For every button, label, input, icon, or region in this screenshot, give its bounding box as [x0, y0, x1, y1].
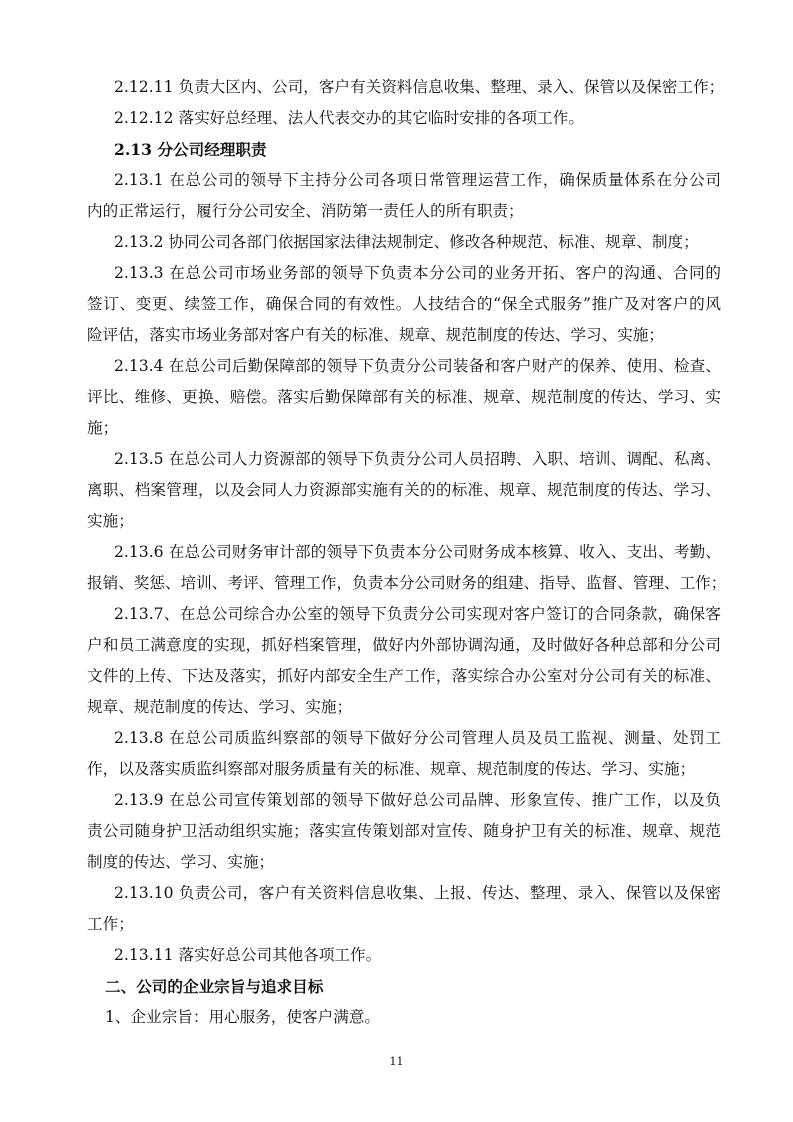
text-line: 户和员工满意度的实现，抓好档案管理，做好内外部协调沟通，及时做好各种总部和分公司 [87, 636, 721, 654]
paragraph [87, 940, 721, 971]
paragraph [87, 258, 721, 351]
text-line: 报销、奖惩、培训、考评、管理工作，负责本分公司财务的组建、指导、监督、管理、工作； [87, 574, 727, 592]
text-line: 作，以及落实质监纠察部对服务质量有关的标准、规章、规范制度的传达、学习、实施； [87, 760, 696, 778]
text-line: 2.13.7、在总公司综合办公室的领导下负责分公司实现对客户签订的合同条款，确保客 [114, 605, 721, 623]
text-line: 责公司随身护卫活动组织实施；落实宣传策划部对宣传、随身护卫有关的标准、规章、规范 [87, 822, 721, 840]
text-line: 离职、档案管理，以及会同人力资源部实施有关的的标准、规章、规范制度的传达、学习、 [87, 481, 721, 499]
text-line: 签订、变更、续签工作，确保合同的有效性。人技结合的“保全式服务”推广及对客户的风 [87, 295, 721, 313]
text-line: 规章、规范制度的传达、学习、实施； [87, 698, 353, 716]
text-line: 2.12.12 落实好总经理、法人代表交办的其它临时安排的各项工作。 [114, 109, 584, 127]
paragraph [87, 785, 721, 878]
text-line: 2.12.11 负责大区内、公司，客户有关资料信息收集、整理、录入、保管以及保密工作； [114, 78, 725, 96]
text-line: 2.13.2 协同公司各部门依据国家法律法规制定、修改各种规范、标准、规章、制度； [114, 233, 699, 251]
text-line: 险评估，落实市场业务部对客户有关的标准、规章、规范制度的传达、学习、实施； [87, 326, 664, 344]
paragraph [87, 103, 721, 134]
text-line: 二、公司的企业宗旨与追求目标 [105, 977, 324, 996]
paragraph [87, 1002, 721, 1033]
text-line: 工作； [87, 915, 134, 933]
paragraph [87, 444, 721, 537]
paragraph [87, 72, 725, 103]
page-number: 11 [389, 1055, 404, 1068]
text-line: 2.13.4 在总公司后勤保障部的领导下负责分公司装备和客户财产的保养、使用、检查、 [114, 357, 721, 375]
text-line: 2.13.5 在总公司人力资源部的领导下负责分公司人员招聘、入职、培训、调配、私离、 [114, 450, 721, 468]
paragraph [87, 537, 727, 599]
paragraph [87, 165, 721, 227]
paragraph [87, 599, 721, 723]
paragraph [87, 351, 721, 444]
text-line: 2.13.11 落实好总公司其他各项工作。 [114, 946, 382, 964]
paragraph [87, 723, 721, 785]
text-line: 2.13.6 在总公司财务审计部的领导下负责本分公司财务成本核算、收入、支出、考勤、 [114, 543, 721, 561]
text-line: 施； [87, 419, 119, 437]
text-line: 2.13.9 在总公司宣传策划部的领导下做好总公司品牌、形象宣传、推广工作，以及负 [114, 791, 721, 809]
text-line: 实施； [87, 512, 134, 530]
section-heading [87, 134, 721, 165]
text-line: 2.13.8 在总公司质监纠察部的领导下做好分公司管理人员及员工监视、测量、处罚工 [114, 729, 721, 747]
document-body [87, 72, 727, 1033]
text-line: 内的正常运行，履行分公司安全、消防第一责任人的所有职责； [87, 202, 524, 220]
text-line: 评比、维修、更换、赔偿。落实后勤保障部有关的标准、规章、规范制度的传达、学习、实 [87, 388, 721, 406]
paragraph [87, 878, 721, 940]
text-line: 1、企业宗旨：用心服务，使客户满意。 [105, 1008, 381, 1026]
text-line: 2.13 分公司经理职责 [114, 140, 267, 159]
paragraph [87, 227, 721, 258]
text-line: 2.13.1 在总公司的领导下主持分公司各项日常管理运营工作，确保质量体系在分公司 [114, 171, 721, 189]
section-heading [87, 971, 721, 1002]
text-line: 文件的上传、下达及落实，抓好内部安全生产工作，落实综合办公室对分公司有关的标准、 [87, 667, 721, 685]
text-line: 2.13.10 负责公司，客户有关资料信息收集、上报、传达、整理、录入、保管以及保密 [114, 884, 721, 902]
text-line: 2.13.3 在总公司市场业务部的领导下负责本分公司的业务开拓、客户的沟通、合同的 [114, 264, 721, 282]
text-line: 制度的传达、学习、实施； [87, 853, 275, 871]
